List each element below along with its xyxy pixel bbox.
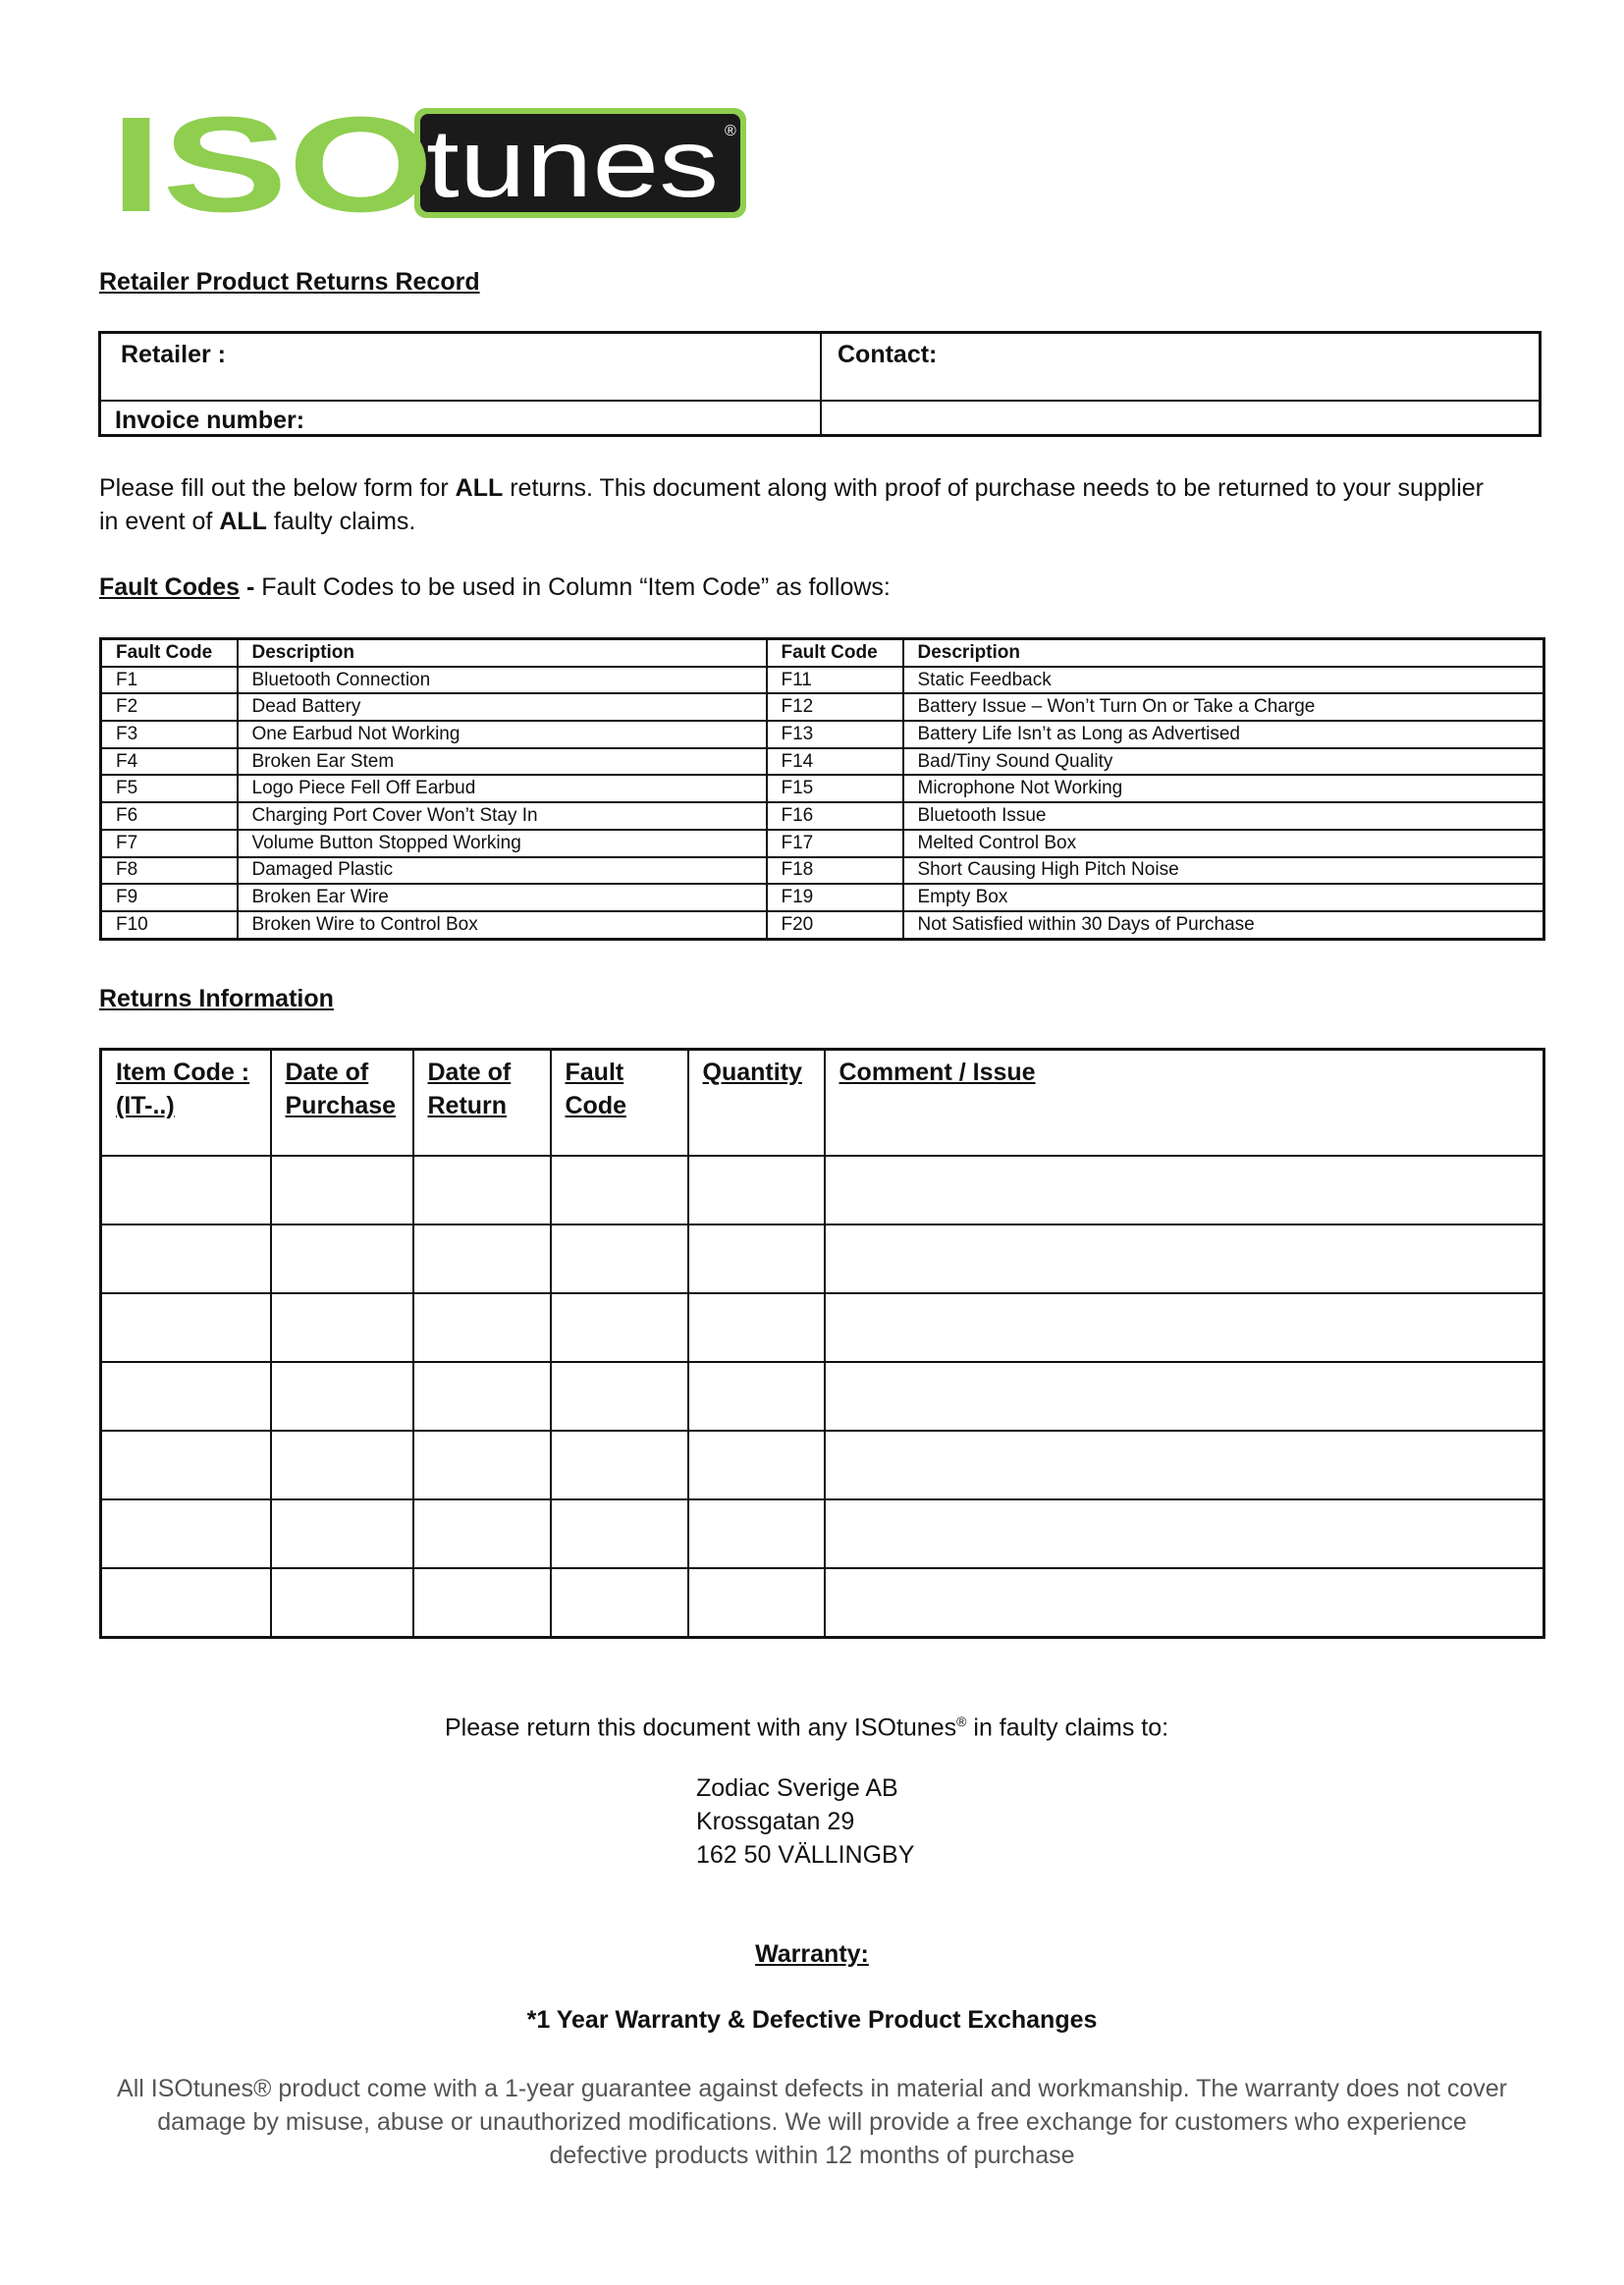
- logo-tunes-text: tunes: [426, 109, 719, 217]
- warranty-line: damage by misuse, abuse or unauthorized modifications. We will provide a free exchange for customers who experience: [157, 2108, 1467, 2136]
- fault-code-row: [101, 911, 1544, 939]
- contact-label: Contact:: [838, 341, 938, 368]
- returns-entry-row[interactable]: [101, 1293, 1544, 1362]
- item-code-cell[interactable]: [101, 1293, 271, 1362]
- fault-code-cell[interactable]: [551, 1568, 688, 1638]
- fault-code-header: Fault Code: [101, 639, 238, 667]
- fault-description-cell: Melted Control Box: [903, 830, 1544, 857]
- intro-emphasis: ALL: [455, 474, 504, 502]
- description-header: Description: [238, 639, 767, 667]
- fault-code-cell: F17: [767, 830, 903, 857]
- retailer-info-box: [98, 331, 1542, 437]
- fault-description-cell: Broken Ear Stem: [238, 748, 767, 776]
- fault-code-cell: F6: [101, 802, 238, 830]
- date-of-return-cell[interactable]: [413, 1431, 551, 1499]
- fault-code-cell: F4: [101, 748, 238, 776]
- fault-code-row: [101, 775, 1544, 802]
- fault-description-cell: Logo Piece Fell Off Earbud: [238, 775, 767, 802]
- fault-description-cell: Broken Wire to Control Box: [238, 911, 767, 939]
- comment-issue-header: Comment / Issue: [825, 1050, 1544, 1157]
- fault-code-cell[interactable]: [551, 1431, 688, 1499]
- date-of-purchase-cell[interactable]: [271, 1156, 413, 1224]
- fault-code-row: [101, 721, 1544, 748]
- fault-code-cell: F13: [767, 721, 903, 748]
- fault-codes-instruction: Fault Codes to be used in Column “Item Code” as follows:: [261, 573, 891, 601]
- item-code-header: Item Code : (IT-..): [101, 1050, 271, 1157]
- fault-code-cell: F10: [101, 911, 238, 939]
- date-of-return-cell[interactable]: [413, 1293, 551, 1362]
- returns-entry-row[interactable]: [101, 1568, 1544, 1638]
- fault-code-cell: F3: [101, 721, 238, 748]
- fault-description-cell: Static Feedback: [903, 667, 1544, 694]
- return-notice-text: Please return this document with any ISOtunes: [445, 1714, 957, 1742]
- comment-cell[interactable]: [825, 1156, 1544, 1224]
- warranty-heading: Warranty:: [755, 1940, 869, 1968]
- item-code-cell[interactable]: [101, 1499, 271, 1568]
- fault-code-row: [101, 802, 1544, 830]
- date-of-return-cell[interactable]: [413, 1362, 551, 1431]
- date-of-return-cell[interactable]: [413, 1224, 551, 1293]
- intro-text: Please fill out the below form for: [99, 474, 456, 502]
- date-of-return-cell[interactable]: [413, 1156, 551, 1224]
- warranty-text: [0, 2072, 1624, 2172]
- comment-cell[interactable]: [825, 1499, 1544, 1568]
- intro-text: faulty claims.: [266, 508, 416, 535]
- return-notice: [445, 1705, 1168, 1744]
- isotunes-logo: [110, 106, 748, 220]
- returns-header-row: [101, 1050, 1544, 1157]
- fault-description-cell: Not Satisfied within 30 Days of Purchase: [903, 911, 1544, 939]
- retailer-box-divider: [820, 334, 822, 434]
- quantity-cell[interactable]: [688, 1224, 825, 1293]
- returns-entry-row[interactable]: [101, 1156, 1544, 1224]
- fault-code-cell: F7: [101, 830, 238, 857]
- fault-code-column-header: Fault Code: [551, 1050, 688, 1157]
- date-of-purchase-cell[interactable]: [271, 1293, 413, 1362]
- date-of-return-cell[interactable]: [413, 1568, 551, 1638]
- fault-code-row: [101, 857, 1544, 885]
- date-of-return-cell[interactable]: [413, 1499, 551, 1568]
- date-of-purchase-cell[interactable]: [271, 1431, 413, 1499]
- quantity-cell[interactable]: [688, 1362, 825, 1431]
- item-code-cell[interactable]: [101, 1156, 271, 1224]
- fault-codes-title: Fault Codes: [99, 573, 241, 601]
- fault-description-cell: Short Causing High Pitch Noise: [903, 857, 1544, 885]
- quantity-cell[interactable]: [688, 1568, 825, 1638]
- item-code-cell[interactable]: [101, 1568, 271, 1638]
- fault-code-cell[interactable]: [551, 1362, 688, 1431]
- fault-description-cell: Damaged Plastic: [238, 857, 767, 885]
- returns-entry-row[interactable]: [101, 1224, 1544, 1293]
- record-title: Retailer Product Returns Record: [99, 268, 480, 296]
- logo-iso-text: ISO: [110, 106, 434, 220]
- invoice-number-label: Invoice number:: [115, 407, 305, 434]
- fault-code-row: [101, 884, 1544, 911]
- item-code-cell[interactable]: [101, 1362, 271, 1431]
- fault-table-header-row: [101, 639, 1544, 667]
- comment-cell[interactable]: [825, 1431, 1544, 1499]
- item-code-cell[interactable]: [101, 1431, 271, 1499]
- fault-codes-heading: [99, 571, 891, 604]
- intro-text: in event of: [99, 508, 220, 535]
- fault-code-cell: F16: [767, 802, 903, 830]
- fault-code-cell: F5: [101, 775, 238, 802]
- fault-code-cell: F2: [101, 693, 238, 721]
- fault-code-cell[interactable]: [551, 1499, 688, 1568]
- address-postcode-city: 162 50 VÄLLINGBY: [696, 1841, 915, 1869]
- fault-code-cell[interactable]: [551, 1293, 688, 1362]
- returns-table: [99, 1048, 1545, 1639]
- comment-cell[interactable]: [825, 1224, 1544, 1293]
- fault-description-cell: Empty Box: [903, 884, 1544, 911]
- fault-code-cell: F18: [767, 857, 903, 885]
- intro-text: returns. This document along with proof of purchase needs to be returned to your supplier: [503, 474, 1485, 502]
- date-of-purchase-cell[interactable]: [271, 1499, 413, 1568]
- fault-code-cell[interactable]: [551, 1156, 688, 1224]
- fault-code-cell: F20: [767, 911, 903, 939]
- return-notice-text: in faulty claims to:: [966, 1714, 1169, 1742]
- address-company: Zodiac Sverige AB: [696, 1774, 898, 1802]
- fault-description-cell: Bad/Tiny Sound Quality: [903, 748, 1544, 776]
- fault-code-cell: F14: [767, 748, 903, 776]
- date-of-return-header: Date of Return: [413, 1050, 551, 1157]
- fault-description-cell: Microphone Not Working: [903, 775, 1544, 802]
- warranty-line: defective products within 12 months of purchase: [549, 2142, 1075, 2169]
- comment-cell[interactable]: [825, 1568, 1544, 1638]
- fault-description-cell: One Earbud Not Working: [238, 721, 767, 748]
- date-of-purchase-header: Date of Purchase: [271, 1050, 413, 1157]
- fault-code-cell: F11: [767, 667, 903, 694]
- retailer-label: Retailer :: [121, 341, 226, 368]
- returns-information-heading: Returns Information: [99, 985, 334, 1012]
- comment-cell[interactable]: [825, 1362, 1544, 1431]
- fault-code-cell: F1: [101, 667, 238, 694]
- fault-code-cell: F9: [101, 884, 238, 911]
- logo-registered-mark: ®: [725, 123, 736, 139]
- intro-paragraph: [99, 471, 1552, 538]
- date-of-purchase-cell[interactable]: [271, 1224, 413, 1293]
- item-code-cell[interactable]: [101, 1224, 271, 1293]
- warranty-subheading: *1 Year Warranty & Defective Product Exchanges: [526, 2006, 1098, 2034]
- return-address: [696, 1771, 914, 1872]
- fault-code-cell: F12: [767, 693, 903, 721]
- fault-codes-dash: -: [240, 573, 262, 601]
- quantity-cell[interactable]: [688, 1293, 825, 1362]
- returns-entry-row[interactable]: [101, 1362, 1544, 1431]
- warranty-line: All ISOtunes® product come with a 1-year guarantee against defects in material and workmanship. The warranty does not cover: [117, 2075, 1507, 2102]
- date-of-purchase-cell[interactable]: [271, 1568, 413, 1638]
- registered-mark: ®: [956, 1714, 967, 1729]
- fault-description-cell: Battery Issue – Won’t Turn On or Take a Charge: [903, 693, 1544, 721]
- fault-code-row: [101, 693, 1544, 721]
- fault-description-cell: Dead Battery: [238, 693, 767, 721]
- fault-description-cell: Charging Port Cover Won’t Stay In: [238, 802, 767, 830]
- fault-code-cell: F15: [767, 775, 903, 802]
- fault-code-table: [99, 637, 1545, 941]
- date-of-purchase-cell[interactable]: [271, 1362, 413, 1431]
- description-header: Description: [903, 639, 1544, 667]
- fault-code-cell: F19: [767, 884, 903, 911]
- returns-entry-row[interactable]: [101, 1499, 1544, 1568]
- fault-description-cell: Broken Ear Wire: [238, 884, 767, 911]
- retailer-box-row-divider: [101, 400, 1539, 402]
- quantity-cell[interactable]: [688, 1499, 825, 1568]
- fault-code-row: [101, 667, 1544, 694]
- fault-code-row: [101, 830, 1544, 857]
- intro-emphasis: ALL: [219, 508, 267, 535]
- fault-description-cell: Battery Life Isn’t as Long as Advertised: [903, 721, 1544, 748]
- fault-description-cell: Volume Button Stopped Working: [238, 830, 767, 857]
- quantity-header: Quantity: [688, 1050, 825, 1157]
- returns-entry-row[interactable]: [101, 1431, 1544, 1499]
- fault-code-row: [101, 748, 1544, 776]
- fault-code-cell[interactable]: [551, 1224, 688, 1293]
- address-street: Krossgatan 29: [696, 1808, 855, 1835]
- fault-description-cell: Bluetooth Connection: [238, 667, 767, 694]
- quantity-cell[interactable]: [688, 1156, 825, 1224]
- fault-code-header: Fault Code: [767, 639, 903, 667]
- fault-description-cell: Bluetooth Issue: [903, 802, 1544, 830]
- quantity-cell[interactable]: [688, 1431, 825, 1499]
- comment-cell[interactable]: [825, 1293, 1544, 1362]
- fault-code-cell: F8: [101, 857, 238, 885]
